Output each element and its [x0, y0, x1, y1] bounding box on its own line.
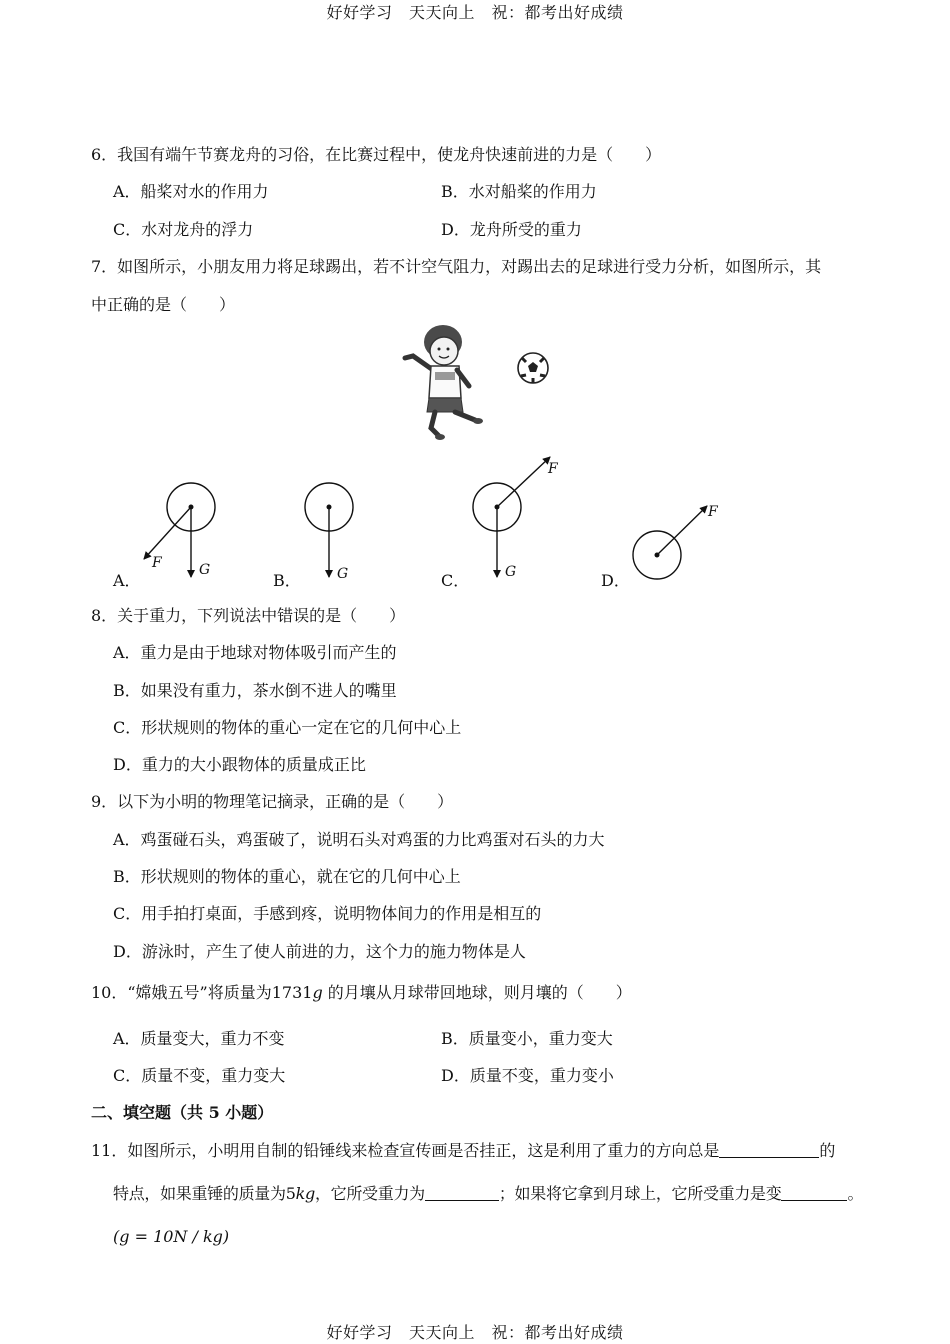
question-10-unit: g — [312, 983, 323, 1002]
question-6-option-c: C．水对龙舟的浮力 — [113, 220, 254, 239]
page-footer: 好好学习 天天向上 祝：都考出好成绩 — [326, 1323, 624, 1342]
question-9-option-d: D．游泳时，产生了使人前进的力，这个力的施力物体是人 — [113, 942, 526, 961]
question-7-stem-line2: 中正确的是（ ） — [91, 295, 236, 314]
answer-blank-2[interactable] — [425, 1184, 499, 1201]
question-9-option-b: B．形状规则的物体的重心，就在它的几何中心上 — [113, 867, 461, 886]
question-8-option-d: D．重力的大小跟物体的质量成正比 — [113, 755, 366, 774]
question-11-line1-a: 11．如图所示，小明用自制的铅锤线来检查宣传画是否挂正，这是利用了重力的方向总是 — [91, 1141, 720, 1160]
question-8-option-c: C．形状规则的物体的重心一定在它的几何中心上 — [113, 718, 462, 737]
page-header: 好好学习 天天向上 祝：都考出好成绩 — [326, 3, 624, 22]
question-6-option-a: A．船桨对水的作用力 — [113, 182, 269, 201]
question-10-mass: 1731 — [271, 983, 313, 1002]
question-11-given: (g = 10N / kg) — [113, 1227, 230, 1246]
question-11-unit: kg — [295, 1184, 315, 1203]
diagram-b — [305, 483, 353, 577]
diagram-c-label-f: F — [548, 461, 558, 477]
question-7-option-c: C． — [441, 571, 470, 590]
diagram-a-label-f: F — [152, 555, 162, 571]
question-10-option-c: C．质量不变，重力变大 — [113, 1066, 286, 1085]
question-7-stem-line1: 7．如图所示，小朋友用力将足球踢出，若不计空气阻力，对踢出去的足球进行受力分析，如图所示，其 — [91, 257, 822, 276]
kid-kicking-ball-illustration — [395, 320, 555, 445]
question-8-option-b: B．如果没有重力，茶水倒不进人的嘴里 — [113, 681, 397, 700]
answer-blank-1[interactable] — [719, 1141, 819, 1158]
question-7-option-b: B． — [273, 571, 301, 590]
question-9-option-c: C．用手拍打桌面，手感到疼，说明物体间力的作用是相互的 — [113, 904, 542, 923]
question-10-stem-b: 的月壤从月球带回地球，则月壤的（ ） — [322, 983, 632, 1002]
question-7-option-d: D． — [601, 571, 630, 590]
question-6-stem: 6．我国有端午节赛龙舟的习俗，在比赛过程中，使龙舟快速前进的力是（ ） — [91, 145, 662, 164]
question-10-option-a: A．质量变大，重力不变 — [113, 1029, 285, 1048]
question-8-stem: 8．关于重力，下列说法中错误的是（ ） — [91, 606, 406, 625]
force-diagrams — [120, 455, 760, 585]
question-11-line1 — [91, 1141, 835, 1161]
question-10-option-d: D．质量不变，重力变小 — [441, 1066, 614, 1085]
question-6-option-d: D．龙舟所受的重力 — [441, 220, 582, 239]
question-11-line2-a: 特点，如果重锤的质量为 — [113, 1184, 286, 1203]
question-10-stem — [91, 983, 632, 1003]
diagram-d — [633, 506, 707, 579]
diagram-c-label-g: G — [505, 564, 517, 580]
diagram-b-label-g: G — [337, 566, 349, 582]
question-11-line1-b: 的 — [819, 1141, 836, 1160]
question-8-option-a: A．重力是由于地球对物体吸引而产生的 — [113, 643, 397, 662]
question-9-stem: 9．以下为小明的物理笔记摘录，正确的是（ ） — [91, 792, 454, 811]
question-6-option-b: B．水对船桨的作用力 — [441, 182, 597, 201]
question-11-mass: 5 — [285, 1184, 296, 1203]
question-11-line2-d: 。 — [847, 1184, 864, 1203]
diagram-d-label-f: F — [708, 504, 718, 520]
question-9-option-a: A．鸡蛋碰石头，鸡蛋破了，说明石头对鸡蛋的力比鸡蛋对石头的力大 — [113, 830, 605, 849]
question-10-option-b: B．质量变小，重力变大 — [441, 1029, 613, 1048]
answer-blank-3[interactable] — [781, 1184, 847, 1201]
diagram-c — [473, 457, 550, 577]
question-7-option-a: A． — [113, 571, 141, 590]
question-10-stem-a: 10．“嫦娥五号”将质量为 — [91, 983, 272, 1002]
section-2-heading: 二、填空题（共 5 小题） — [91, 1103, 274, 1122]
diagram-a-label-g: G — [199, 562, 211, 578]
question-11-line2-c: ；如果将它拿到月球上，它所受重力是变 — [498, 1184, 782, 1203]
question-11-line2 — [113, 1184, 863, 1204]
question-11-line2-b: ，它所受重力为 — [314, 1184, 425, 1203]
